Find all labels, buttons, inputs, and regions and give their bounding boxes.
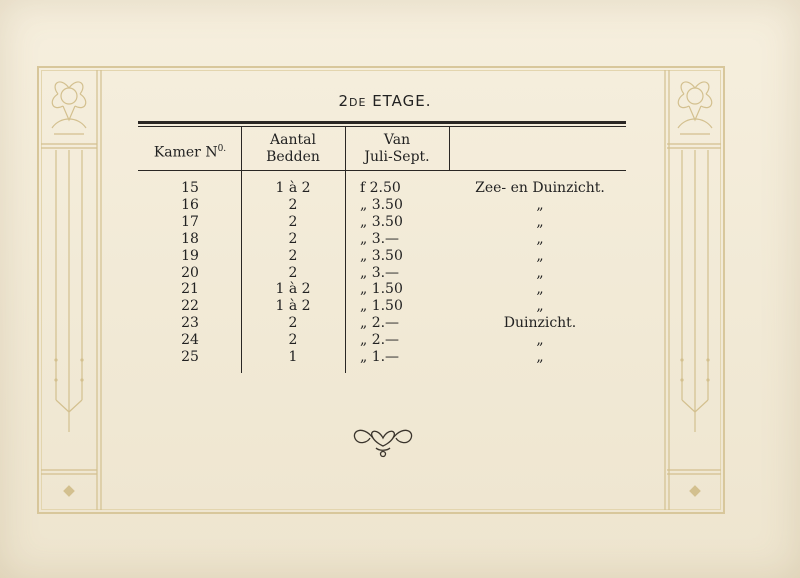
- cell-kamer: 17: [181, 213, 199, 230]
- cell-bedden: 2: [288, 213, 298, 230]
- cell-prijs: „ 3.50: [360, 196, 403, 213]
- header-aantal-bedden: [243, 132, 343, 166]
- header-van-juli-sept: [347, 132, 447, 166]
- cell-bedden: 1 à 2: [275, 298, 311, 315]
- cell-bedden: 2: [288, 196, 298, 213]
- cell-kamer: 18: [181, 230, 199, 247]
- cell-opmerking: Duinzicht.: [503, 315, 577, 332]
- cell-bedden: 1: [288, 349, 298, 365]
- cell-prijs: „ 3.—: [360, 264, 400, 281]
- cell-opmerking: „: [536, 298, 544, 315]
- cell-bedden: 2: [288, 230, 298, 247]
- cell-kamer: 20: [181, 264, 199, 281]
- table-top-rule-thin: [138, 126, 626, 127]
- cell-prijs: „ 3.50: [360, 213, 403, 230]
- header-kamer: [140, 141, 240, 162]
- cell-opmerking: „: [536, 332, 544, 349]
- column-divider: [449, 127, 450, 171]
- cell-kamer: 22: [181, 298, 199, 315]
- header-kamer-sup: 0.: [217, 144, 227, 154]
- cell-kamer: 21: [181, 281, 199, 298]
- header-van-line1: Van: [383, 132, 411, 148]
- cell-bedden: 2: [288, 247, 298, 264]
- cell-kamer: 24: [181, 332, 199, 349]
- cell-prijs: „ 1.50: [360, 281, 403, 298]
- column-divider: [241, 127, 242, 373]
- cell-prijs: „ 3.50: [360, 247, 403, 264]
- cell-kamer: 23: [181, 315, 199, 332]
- title-word: ETAGE.: [366, 92, 432, 110]
- cell-kamer: 15: [181, 180, 199, 196]
- title-suffix: DE: [349, 96, 367, 109]
- cell-bedden: 1 à 2: [275, 281, 311, 298]
- cell-opmerking: „: [536, 349, 544, 365]
- header-kamer-text: Kamer N: [153, 144, 218, 161]
- column-divider: [345, 127, 346, 373]
- cell-opmerking: „: [536, 247, 544, 264]
- cell-kamer: 19: [181, 247, 199, 264]
- page-title: [300, 92, 470, 110]
- cell-bedden: 2: [288, 315, 298, 332]
- cell-prijs: „ 2.—: [360, 315, 400, 332]
- cell-bedden: 2: [288, 264, 298, 281]
- cell-prijs: „ 1.50: [360, 298, 403, 315]
- header-aantal-line2: Bedden: [266, 149, 320, 165]
- title-number: 2: [338, 92, 349, 110]
- table-top-rule: [138, 121, 626, 124]
- cell-opmerking: Zee- en Duinzicht.: [475, 180, 605, 196]
- cell-prijs: „ 1.—: [360, 349, 400, 365]
- cell-bedden: 2: [288, 332, 298, 349]
- cell-opmerking: „: [536, 281, 544, 298]
- cell-prijs: f 2.50: [360, 180, 401, 196]
- cell-opmerking: „: [536, 196, 544, 213]
- header-van-line2: Juli-Sept.: [364, 149, 430, 165]
- cell-prijs: „ 3.—: [360, 230, 400, 247]
- cell-opmerking: „: [536, 264, 544, 281]
- cell-kamer: 25: [181, 349, 199, 365]
- cell-opmerking: „: [536, 230, 544, 247]
- cell-kamer: 16: [181, 196, 199, 213]
- header-aantal-line1: Aantal: [270, 132, 316, 148]
- heart-ornament: [348, 418, 418, 458]
- cell-prijs: „ 2.—: [360, 332, 400, 349]
- cell-bedden: 1 à 2: [275, 180, 311, 196]
- cell-opmerking: „: [536, 213, 544, 230]
- table-header-rule: [138, 170, 626, 171]
